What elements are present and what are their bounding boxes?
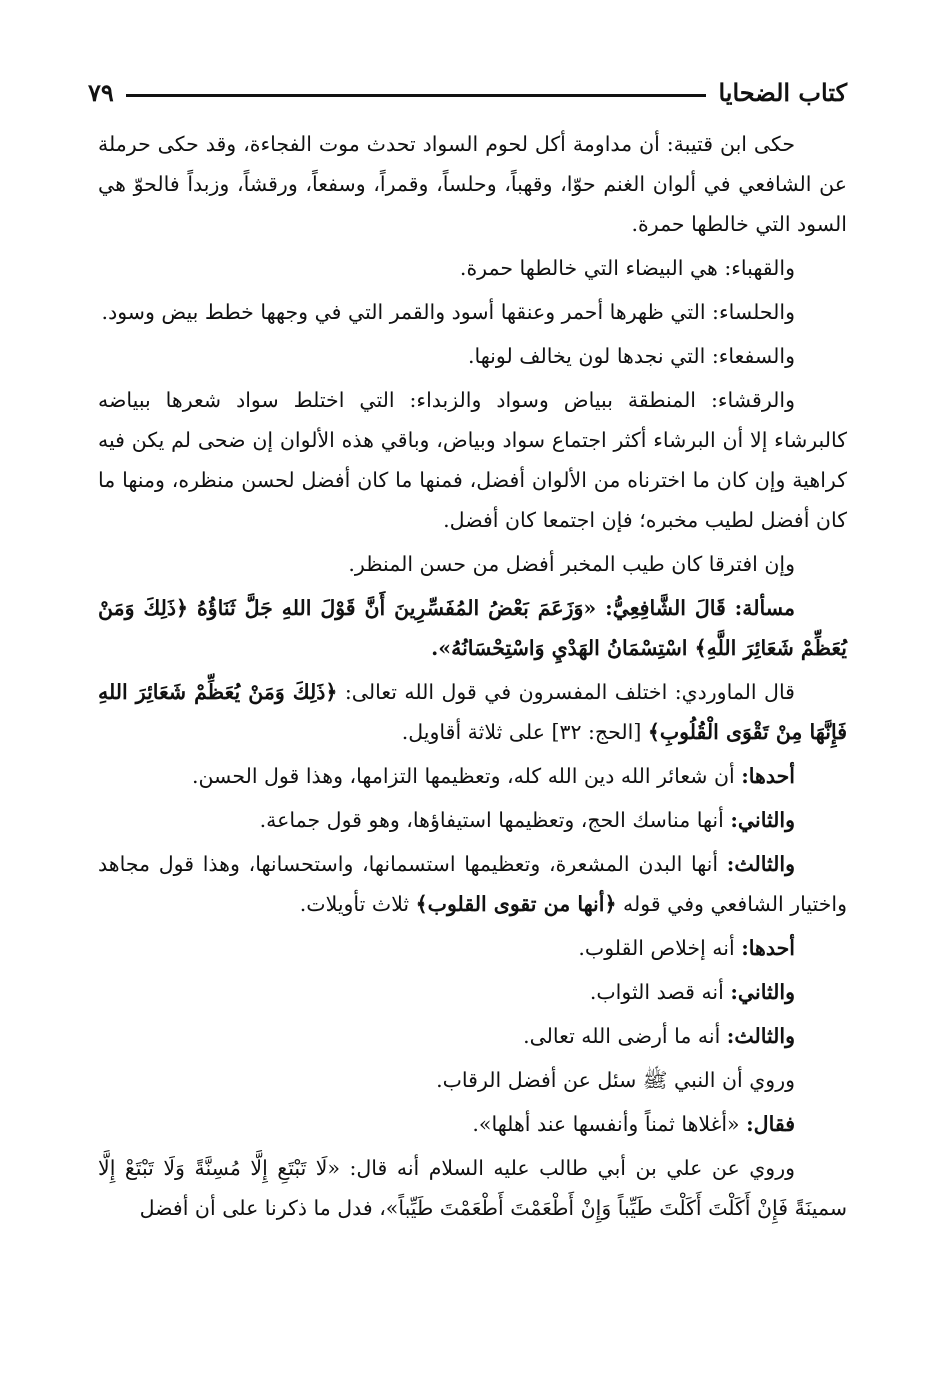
item-label: أحدها: (741, 936, 795, 960)
paragraph-safa (98, 336, 847, 376)
paragraph-tail: ثلاث تأويلات. (299, 892, 416, 916)
paragraph-raqsha (98, 380, 847, 540)
paragraph-second-opinion (98, 800, 847, 840)
paragraph-ali-narration (98, 1148, 847, 1228)
paragraph-ibn-qutayba (98, 124, 847, 244)
item-label: فقال: (746, 1112, 795, 1136)
running-header (88, 72, 847, 112)
paragraph-text: أنه إخلاص القلوب. (578, 936, 742, 960)
paragraph-text: والرقشاء: المنطقة ببياض وسواد والزبداء: التي اختلط سواد شعرها ببياضه كالبرشاء إلا أن البرشاء أكثر اجتماع سواد وبياض، وباقي هذه الألوان إن ضحى لم يكن فيه كراهية وإن كان ما اخترناه من الألوان أفضل، فمنها ما كان أفضل لحسن منظره، ومنها ما كان أفضل لطيب مخبره؛ فإن اجتمعا كان أفضل. (98, 388, 847, 532)
item-label: أحدها: (741, 764, 795, 788)
paragraph-text: أنه قصد الثواب. (589, 980, 731, 1004)
paragraph-text: حكى ابن قتيبة: أن مداومة أكل لحوم السواد تحدث موت الفجاءة، وقد حكى حرملة عن الشافعي في ألوان الغنم حوّا، وقهباً، وحلساً، وقمراً، وسفعاً، ورقشاً، وزبداً فالحوّ هي السود التي خالطها حمرة. (98, 132, 847, 236)
paragraph-text: قال الماوردي: اختلف المفسرون في قول الله تعالى: (337, 680, 795, 704)
quran-verse: ﴿أنها من تقوى القلوب﴾ (415, 892, 617, 916)
paragraph-text: أنها البدن المشعرة، وتعظيمها استسمانها، واستحسانها، وهذا قول مجاهد واختيار الشافعي وفي قوله (98, 852, 847, 916)
paragraph-text: «أغلاها ثمناً وأنفسها عند أهلها». (472, 1112, 747, 1136)
paragraph-tail: [الحج: ٣٢] على ثلاثة أقاويل. (401, 720, 648, 744)
item-label: والثاني: (730, 808, 795, 832)
page-body (98, 124, 847, 1232)
quran-verse: ﴿ذَلِكَ وَمَنْ يُعَظِّمْ شَعَائِرَ اللهِ فَإِنَّهَا مِنْ تَقْوَى الْقُلُوبِ﴾ (98, 680, 847, 744)
header-rule (126, 94, 707, 97)
book-title: كتاب الضحايا (718, 77, 847, 107)
paragraph-third-opinion (98, 844, 847, 924)
paragraph-text: أنها مناسك الحج، وتعظيمها استيفاؤها، وهو قول جماعة. (259, 808, 731, 832)
paragraph-halsa (98, 292, 847, 332)
paragraph-text: والسفعاء: التي نجدها لون يخالف لونها. (467, 344, 795, 368)
item-label: والثالث: (726, 852, 795, 876)
paragraph-text: أن شعائر الله دين الله كله، وتعظيمها التزامها، وهذا قول الحسن. (191, 764, 742, 788)
paragraph-text: وروي أن النبي ﷺ سئل عن أفضل الرقاب. (436, 1068, 795, 1092)
paragraph-mawardi (98, 672, 847, 752)
paragraph-text: وإن افترقا كان طيب المخبر أفضل من حسن المنظر. (348, 552, 795, 576)
paragraph-first-opinion (98, 756, 847, 796)
paragraph-text: وروي عن علي بن أبي طالب عليه السلام أنه قال: «لَا تَبْتَعِ إِلَّا مُسِنَّةً وَلَا تَبْتَعْ إِلَّا سمينَةً فَإِنْ أَكَلْتَ أَكَلْتَ طَيِّباً وَإِنْ أَطْعَمْتَ أَطْعَمْتَ طَيِّباً»، فدل ما ذكرنا على أن أفضل (98, 1156, 847, 1220)
paragraph-qahba (98, 248, 847, 288)
item-label: والثالث: (726, 1024, 795, 1048)
paragraph-interpretation-two (98, 972, 847, 1012)
paragraph-text: والحلساء: التي ظهرها أحمر وعنقها أسود والقمر التي في وجهها خطط بيض وسود. (101, 300, 795, 324)
paragraph-interpretation-three (98, 1016, 847, 1056)
item-label: والثاني: (730, 980, 795, 1004)
paragraph-interpretation-one (98, 928, 847, 968)
paragraph-prophet-question (98, 1060, 847, 1100)
paragraph-iftaraqa (98, 544, 847, 584)
paragraph-text: أنه ما أرضى الله تعالى. (523, 1024, 727, 1048)
masala-label: مسألة: قَالَ الشَّافِعِيُّ: (605, 596, 795, 620)
paragraph-text: والقهباء: هي البيضاء التي خالطها حمرة. (459, 256, 795, 280)
paragraph-prophet-answer (98, 1104, 847, 1144)
page-number: ٧٩ (88, 77, 114, 107)
shafii-quote: «وَزَعَمَ بَعْضُ المُفَسِّرِينَ أَنَّ قَوْلَ اللهِ جَلَّ ثَنَاؤُهُ ﴿ذَلِكَ وَمَنْ يُعَظِّمْ شَعَائِرَ اللَّهِ﴾ اسْتِسْمَانُ الهَدْيِ وَاسْتِحْسَانُهُ». (98, 596, 847, 660)
paragraph-masala (98, 588, 847, 668)
